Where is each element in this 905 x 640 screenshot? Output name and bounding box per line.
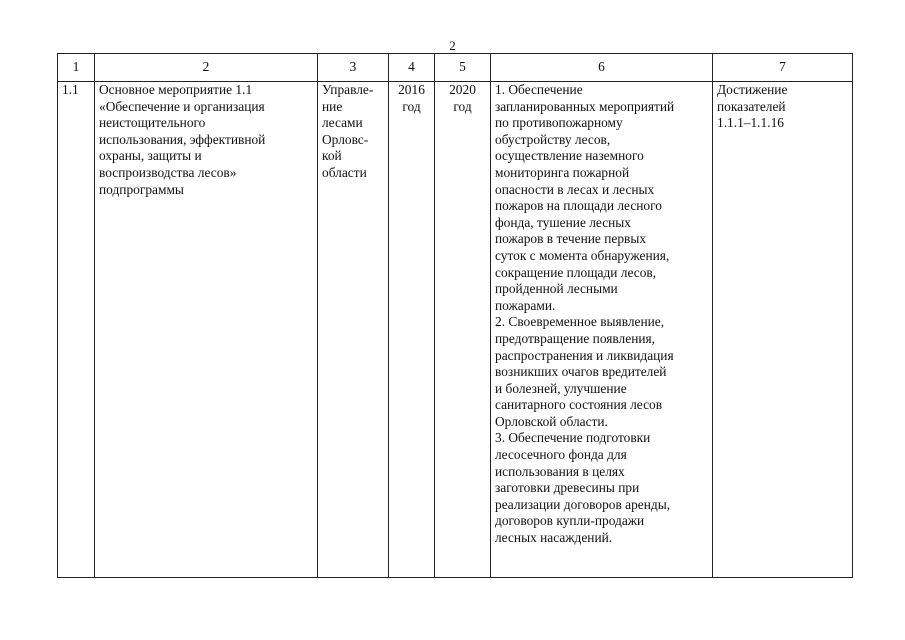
column-header-3: 3	[318, 54, 389, 82]
program-table	[57, 53, 853, 578]
end-year: 2020 год	[435, 82, 491, 578]
column-header-7: 7	[713, 54, 853, 82]
column-header-1: 1	[58, 54, 95, 82]
activity-name: Основное мероприятие 1.1 «Обеспечение и организация неистощительного использования, эффективной охраны, защиты и воспроизводства лесов» подпрограммы	[95, 82, 318, 578]
column-header-5: 5	[435, 54, 491, 82]
start-year: 2016 год	[389, 82, 435, 578]
page-number: 2	[449, 38, 456, 53]
column-header-6: 6	[491, 54, 713, 82]
executor: Управле- ние лесами Орловс- кой области	[318, 82, 389, 578]
column-header-2: 2	[95, 54, 318, 82]
header-row	[58, 54, 853, 82]
indicators: Достижение показателей 1.1.1–1.1.16	[713, 82, 853, 578]
expected-results: 1. Обеспечение запланированных мероприятий по противопожарному обустройству лесов, осуществление наземного мониторинга пожарной опасности в лесах и лесных пожаров на площади лесного фонда, тушение лесных пожаров в течение первых суток с момента обнаружения, сокращение площади лесов, пройденной лесными пожарами. 2. Своевременное выявление, предотвращение появления, распространения и ликвидация возникших очагов вредителей и болезней, улучшение санитарного состояния лесов Орловской области. 3. Обеспечение подготовки лесосечного фонда для использования в целях заготовки древесины при реализации договоров аренды, договоров купли-продажи лесных насаждений.	[491, 82, 713, 578]
column-header-4: 4	[389, 54, 435, 82]
row-number: 1.1	[58, 82, 95, 578]
table-row	[58, 82, 853, 578]
